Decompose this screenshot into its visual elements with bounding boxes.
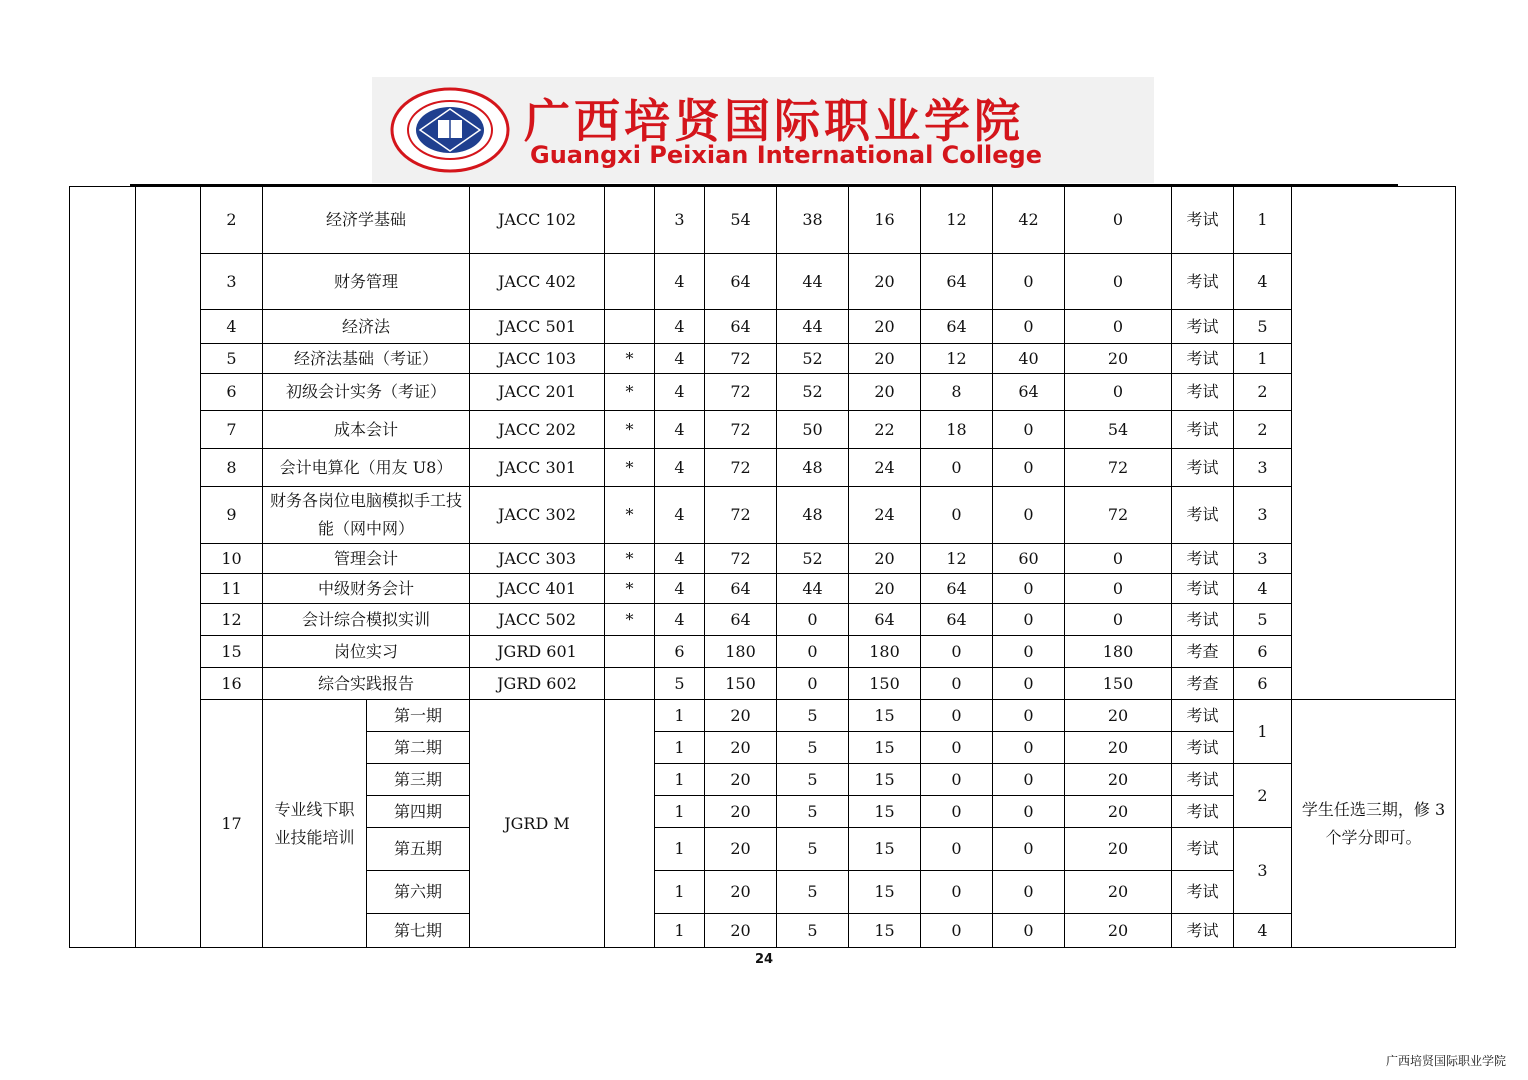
- hours-col-2: 0: [993, 254, 1065, 310]
- offered-term: 1: [1234, 344, 1292, 374]
- course-name: 经济法: [263, 310, 470, 344]
- total-hours: 20: [705, 871, 777, 914]
- hours-col-1: 0: [921, 871, 993, 914]
- course-number: 17: [201, 700, 263, 948]
- curriculum-table: [69, 186, 1456, 948]
- practice-hours: 15: [849, 764, 921, 796]
- hours-col-1: 0: [921, 764, 993, 796]
- course-number: 7: [201, 411, 263, 449]
- theory-hours: 0: [777, 604, 849, 636]
- hours-col-2: 0: [993, 487, 1065, 544]
- practice-hours: 22: [849, 411, 921, 449]
- hours-col-2: 0: [993, 449, 1065, 487]
- credit-hours: 4: [655, 310, 705, 344]
- period-label: 第四期: [367, 796, 470, 828]
- theory-hours: 5: [777, 700, 849, 732]
- offered-term: 3: [1234, 544, 1292, 574]
- remarks-cell: [1292, 187, 1456, 700]
- course-name: 会计综合模拟实训: [263, 604, 470, 636]
- core-course-mark: [605, 636, 655, 668]
- hours-col-3: 20: [1065, 764, 1172, 796]
- practice-hours: 15: [849, 914, 921, 948]
- hours-col-2: 60: [993, 544, 1065, 574]
- practice-hours: 20: [849, 374, 921, 411]
- course-name: 经济法基础（考证）: [263, 344, 470, 374]
- offered-term: 1: [1234, 700, 1292, 764]
- total-hours: 64: [705, 310, 777, 344]
- course-name: 成本会计: [263, 411, 470, 449]
- table-row: [70, 604, 1456, 636]
- course-code: JACC 102: [470, 187, 605, 254]
- core-course-mark: *: [605, 374, 655, 411]
- offered-term: 2: [1234, 411, 1292, 449]
- theory-hours: 0: [777, 668, 849, 700]
- practice-hours: 180: [849, 636, 921, 668]
- theory-hours: 44: [777, 574, 849, 604]
- core-course-mark: [605, 254, 655, 310]
- hours-col-2: 0: [993, 700, 1065, 732]
- hours-col-3: 20: [1065, 871, 1172, 914]
- course-number: 2: [201, 187, 263, 254]
- core-course-mark: *: [605, 604, 655, 636]
- total-hours: 150: [705, 668, 777, 700]
- course-code: JACC 202: [470, 411, 605, 449]
- credit-hours: 6: [655, 636, 705, 668]
- hours-col-1: 0: [921, 732, 993, 764]
- assessment-method: 考试: [1172, 732, 1234, 764]
- credit-hours: 1: [655, 732, 705, 764]
- hours-col-3: 20: [1065, 914, 1172, 948]
- assessment-method: 考试: [1172, 254, 1234, 310]
- assessment-method: 考试: [1172, 871, 1234, 914]
- hours-col-1: 0: [921, 487, 993, 544]
- practice-hours: 15: [849, 871, 921, 914]
- offered-term: 6: [1234, 636, 1292, 668]
- hours-col-1: 0: [921, 700, 993, 732]
- table-row: [70, 487, 1456, 544]
- credit-hours: 1: [655, 871, 705, 914]
- course-number: 5: [201, 344, 263, 374]
- core-course-mark: *: [605, 487, 655, 544]
- hours-col-1: 0: [921, 828, 993, 871]
- theory-hours: 48: [777, 449, 849, 487]
- practice-hours: 64: [849, 604, 921, 636]
- offered-term: 1: [1234, 187, 1292, 254]
- hours-col-1: 0: [921, 914, 993, 948]
- course-name: 初级会计实务（考证）: [263, 374, 470, 411]
- college-banner: [372, 77, 1154, 183]
- hours-col-2: 42: [993, 187, 1065, 254]
- hours-col-2: 0: [993, 914, 1065, 948]
- course-name: 会计电算化（用友 U8）: [263, 449, 470, 487]
- total-hours: 64: [705, 254, 777, 310]
- practice-hours: 15: [849, 796, 921, 828]
- course-number: 8: [201, 449, 263, 487]
- practice-hours: 20: [849, 544, 921, 574]
- credit-hours: 4: [655, 344, 705, 374]
- footer-college-name: 广西培贤国际职业学院: [1385, 1054, 1506, 1068]
- offered-term: 6: [1234, 668, 1292, 700]
- offered-term: 5: [1234, 310, 1292, 344]
- course-code: JACC 402: [470, 254, 605, 310]
- practice-hours: 24: [849, 487, 921, 544]
- theory-hours: 52: [777, 544, 849, 574]
- assessment-method: 考试: [1172, 310, 1234, 344]
- course-code: JGRD M: [470, 700, 605, 948]
- hours-col-2: 0: [993, 574, 1065, 604]
- hours-col-1: 0: [921, 636, 993, 668]
- total-hours: 20: [705, 828, 777, 871]
- course-code: JACC 201: [470, 374, 605, 411]
- course-name: 专业线下职业技能培训: [263, 700, 367, 948]
- college-seal-logo: [390, 87, 510, 173]
- assessment-method: 考试: [1172, 374, 1234, 411]
- hours-col-2: 0: [993, 796, 1065, 828]
- total-hours: 72: [705, 411, 777, 449]
- hours-col-1: 12: [921, 344, 993, 374]
- offered-term: 4: [1234, 914, 1292, 948]
- table-row: [70, 544, 1456, 574]
- assessment-method: 考试: [1172, 487, 1234, 544]
- credit-hours: 1: [655, 796, 705, 828]
- hours-col-2: 0: [993, 604, 1065, 636]
- total-hours: 20: [705, 700, 777, 732]
- hours-col-1: 0: [921, 796, 993, 828]
- course-name: 财务管理: [263, 254, 470, 310]
- total-hours: 72: [705, 449, 777, 487]
- hours-col-3: 20: [1065, 828, 1172, 871]
- course-number: 9: [201, 487, 263, 544]
- theory-hours: 44: [777, 254, 849, 310]
- core-course-mark: *: [605, 449, 655, 487]
- offered-term: 4: [1234, 574, 1292, 604]
- assessment-method: 考试: [1172, 914, 1234, 948]
- hours-col-1: 12: [921, 544, 993, 574]
- table-row: [70, 254, 1456, 310]
- practice-hours: 16: [849, 187, 921, 254]
- hours-col-1: 64: [921, 574, 993, 604]
- page-number: 24: [754, 952, 774, 967]
- total-hours: 20: [705, 764, 777, 796]
- period-label: 第一期: [367, 700, 470, 732]
- credit-hours: 1: [655, 700, 705, 732]
- practice-hours: 20: [849, 344, 921, 374]
- assessment-method: 考试: [1172, 344, 1234, 374]
- assessment-method: 考试: [1172, 796, 1234, 828]
- table-row: [70, 187, 1456, 254]
- hours-col-3: 20: [1065, 344, 1172, 374]
- core-course-mark: [605, 700, 655, 948]
- hours-col-1: 18: [921, 411, 993, 449]
- core-course-mark: *: [605, 411, 655, 449]
- total-hours: 64: [705, 604, 777, 636]
- credit-hours: 4: [655, 544, 705, 574]
- hours-col-3: 150: [1065, 668, 1172, 700]
- course-code: JACC 303: [470, 544, 605, 574]
- theory-hours: 5: [777, 871, 849, 914]
- period-label: 第七期: [367, 914, 470, 948]
- period-label: 第三期: [367, 764, 470, 796]
- credit-hours: 4: [655, 374, 705, 411]
- hours-col-1: 64: [921, 254, 993, 310]
- offered-term: 5: [1234, 604, 1292, 636]
- hours-col-3: 0: [1065, 604, 1172, 636]
- assessment-method: 考试: [1172, 411, 1234, 449]
- table-row: [70, 636, 1456, 668]
- total-hours: 72: [705, 374, 777, 411]
- credit-hours: 4: [655, 254, 705, 310]
- assessment-method: 考试: [1172, 449, 1234, 487]
- practice-hours: 15: [849, 700, 921, 732]
- credit-hours: 4: [655, 411, 705, 449]
- course-name: 管理会计: [263, 544, 470, 574]
- total-hours: 64: [705, 574, 777, 604]
- hours-col-3: 0: [1065, 310, 1172, 344]
- table-row: [70, 344, 1456, 374]
- course-number: 11: [201, 574, 263, 604]
- hours-col-2: 0: [993, 871, 1065, 914]
- theory-hours: 44: [777, 310, 849, 344]
- course-name: 岗位实习: [263, 636, 470, 668]
- course-name: 财务各岗位电脑模拟手工技能（网中网）: [263, 487, 470, 544]
- table-row: [70, 374, 1456, 411]
- core-course-mark: *: [605, 344, 655, 374]
- table-row: [70, 700, 1456, 732]
- total-hours: 20: [705, 914, 777, 948]
- hours-col-1: 64: [921, 604, 993, 636]
- course-name: 综合实践报告: [263, 668, 470, 700]
- theory-hours: 52: [777, 374, 849, 411]
- period-label: 第二期: [367, 732, 470, 764]
- offered-term: 2: [1234, 374, 1292, 411]
- hours-col-2: 0: [993, 732, 1065, 764]
- course-number: 15: [201, 636, 263, 668]
- hours-col-3: 0: [1065, 544, 1172, 574]
- credit-hours: 4: [655, 487, 705, 544]
- total-hours: 72: [705, 344, 777, 374]
- hours-col-3: 20: [1065, 796, 1172, 828]
- table-row: [70, 668, 1456, 700]
- assessment-method: 考试: [1172, 187, 1234, 254]
- theory-hours: 0: [777, 636, 849, 668]
- assessment-method: 考查: [1172, 636, 1234, 668]
- theory-hours: 38: [777, 187, 849, 254]
- period-label: 第六期: [367, 871, 470, 914]
- assessment-method: 考查: [1172, 668, 1234, 700]
- hours-col-2: 0: [993, 828, 1065, 871]
- blank-subcategory-cell: [136, 187, 201, 948]
- core-course-mark: [605, 187, 655, 254]
- offered-term: 3: [1234, 487, 1292, 544]
- course-number: 16: [201, 668, 263, 700]
- hours-col-2: 0: [993, 668, 1065, 700]
- practice-hours: 20: [849, 254, 921, 310]
- course-name: 经济学基础: [263, 187, 470, 254]
- course-code: JACC 103: [470, 344, 605, 374]
- remarks-note: 学生任选三期，修 3 个学分即可。: [1292, 700, 1456, 948]
- assessment-method: 考试: [1172, 828, 1234, 871]
- college-name-en: Guangxi Peixian International College: [530, 141, 1042, 169]
- course-number: 10: [201, 544, 263, 574]
- assessment-method: 考试: [1172, 700, 1234, 732]
- offered-term: 4: [1234, 254, 1292, 310]
- assessment-method: 考试: [1172, 604, 1234, 636]
- theory-hours: 50: [777, 411, 849, 449]
- total-hours: 20: [705, 796, 777, 828]
- period-label: 第五期: [367, 828, 470, 871]
- hours-col-2: 64: [993, 374, 1065, 411]
- hours-col-2: 0: [993, 411, 1065, 449]
- hours-col-1: 0: [921, 449, 993, 487]
- theory-hours: 5: [777, 914, 849, 948]
- total-hours: 54: [705, 187, 777, 254]
- assessment-method: 考试: [1172, 574, 1234, 604]
- core-course-mark: *: [605, 574, 655, 604]
- assessment-method: 考试: [1172, 764, 1234, 796]
- course-number: 12: [201, 604, 263, 636]
- course-code: JACC 301: [470, 449, 605, 487]
- theory-hours: 48: [777, 487, 849, 544]
- credit-hours: 1: [655, 828, 705, 871]
- hours-col-3: 20: [1065, 700, 1172, 732]
- core-course-mark: *: [605, 544, 655, 574]
- table-row: [70, 449, 1456, 487]
- table-row: [70, 310, 1456, 344]
- theory-hours: 5: [777, 764, 849, 796]
- theory-hours: 5: [777, 732, 849, 764]
- practice-hours: 20: [849, 310, 921, 344]
- credit-hours: 4: [655, 604, 705, 636]
- assessment-method: 考试: [1172, 544, 1234, 574]
- hours-col-2: 0: [993, 636, 1065, 668]
- credit-hours: 4: [655, 574, 705, 604]
- credit-hours: 4: [655, 449, 705, 487]
- course-number: 6: [201, 374, 263, 411]
- offered-term: 3: [1234, 449, 1292, 487]
- course-code: JACC 302: [470, 487, 605, 544]
- course-code: JACC 502: [470, 604, 605, 636]
- credit-hours: 5: [655, 668, 705, 700]
- credit-hours: 3: [655, 187, 705, 254]
- hours-col-3: 0: [1065, 187, 1172, 254]
- hours-col-3: 54: [1065, 411, 1172, 449]
- total-hours: 72: [705, 487, 777, 544]
- core-course-mark: [605, 310, 655, 344]
- credit-hours: 1: [655, 764, 705, 796]
- course-code: JGRD 601: [470, 636, 605, 668]
- course-name: 中级财务会计: [263, 574, 470, 604]
- hours-col-1: 12: [921, 187, 993, 254]
- table-row: [70, 574, 1456, 604]
- theory-hours: 52: [777, 344, 849, 374]
- course-code: JACC 501: [470, 310, 605, 344]
- hours-col-3: 0: [1065, 574, 1172, 604]
- course-number: 3: [201, 254, 263, 310]
- theory-hours: 5: [777, 796, 849, 828]
- credit-hours: 1: [655, 914, 705, 948]
- college-name-cn: 广西培贤国际职业学院: [524, 94, 1024, 148]
- blank-category-cell: [70, 187, 136, 948]
- hours-col-3: 72: [1065, 487, 1172, 544]
- practice-hours: 20: [849, 574, 921, 604]
- practice-hours: 150: [849, 668, 921, 700]
- course-code: JACC 401: [470, 574, 605, 604]
- hours-col-3: 20: [1065, 732, 1172, 764]
- practice-hours: 15: [849, 828, 921, 871]
- offered-term: 3: [1234, 828, 1292, 914]
- practice-hours: 24: [849, 449, 921, 487]
- hours-col-3: 0: [1065, 374, 1172, 411]
- hours-col-1: 0: [921, 668, 993, 700]
- course-number: 4: [201, 310, 263, 344]
- total-hours: 72: [705, 544, 777, 574]
- total-hours: 20: [705, 732, 777, 764]
- course-code: JGRD 602: [470, 668, 605, 700]
- total-hours: 180: [705, 636, 777, 668]
- hours-col-1: 8: [921, 374, 993, 411]
- practice-hours: 15: [849, 732, 921, 764]
- core-course-mark: [605, 668, 655, 700]
- offered-term: 2: [1234, 764, 1292, 828]
- hours-col-3: 72: [1065, 449, 1172, 487]
- hours-col-1: 64: [921, 310, 993, 344]
- table-row: [70, 411, 1456, 449]
- theory-hours: 5: [777, 828, 849, 871]
- hours-col-3: 0: [1065, 254, 1172, 310]
- hours-col-2: 0: [993, 764, 1065, 796]
- hours-col-2: 0: [993, 310, 1065, 344]
- hours-col-3: 180: [1065, 636, 1172, 668]
- hours-col-2: 40: [993, 344, 1065, 374]
